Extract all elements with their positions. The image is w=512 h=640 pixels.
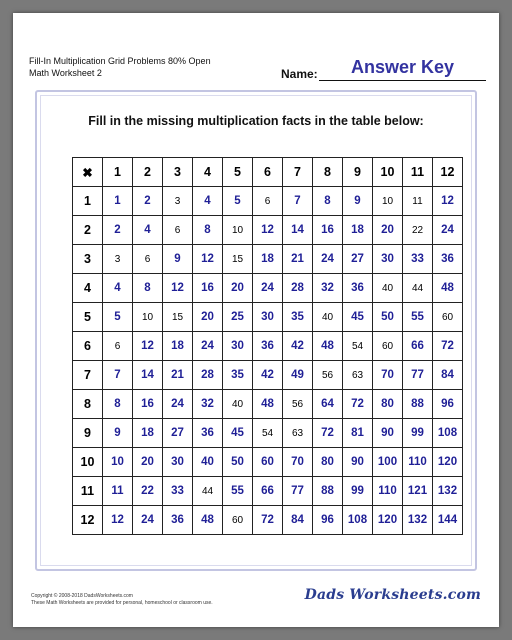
- answer-cell: 60: [253, 448, 283, 477]
- answer-cell: 80: [373, 390, 403, 419]
- answer-cell: 36: [193, 419, 223, 448]
- answer-cell: 110: [373, 477, 403, 506]
- answer-cell: 8: [133, 274, 163, 303]
- column-header: 10: [373, 158, 403, 187]
- answer-cell: 4: [193, 187, 223, 216]
- answer-cell: 81: [343, 419, 373, 448]
- answer-cell: 42: [253, 361, 283, 390]
- answer-cell: 22: [133, 477, 163, 506]
- answer-cell: 24: [193, 332, 223, 361]
- answer-cell: 32: [313, 274, 343, 303]
- given-cell: 3: [103, 245, 133, 274]
- answer-cell: 132: [403, 506, 433, 535]
- answer-cell: 9: [163, 245, 193, 274]
- answer-cell: 66: [253, 477, 283, 506]
- answer-cell: 24: [433, 216, 463, 245]
- answer-cell: 84: [283, 506, 313, 535]
- answer-cell: 36: [433, 245, 463, 274]
- answer-cell: 48: [253, 390, 283, 419]
- answer-cell: 12: [103, 506, 133, 535]
- answer-cell: 90: [343, 448, 373, 477]
- grid-row: [73, 216, 463, 245]
- answer-cell: 36: [253, 332, 283, 361]
- answer-cell: 36: [163, 506, 193, 535]
- answer-cell: 12: [163, 274, 193, 303]
- answer-cell: 33: [403, 245, 433, 274]
- answer-cell: 88: [313, 477, 343, 506]
- copyright-text: Copyright © 2008-2018 DadsWorksheets.com: [31, 593, 133, 599]
- answer-cell: 99: [403, 419, 433, 448]
- grid-row: [73, 419, 463, 448]
- row-header: 9: [73, 419, 103, 448]
- answer-cell: 35: [223, 361, 253, 390]
- given-cell: 15: [163, 303, 193, 332]
- row-header: 5: [73, 303, 103, 332]
- answer-cell: 18: [253, 245, 283, 274]
- row-header: 6: [73, 332, 103, 361]
- footer-copyright: [31, 593, 213, 607]
- answer-cell: 18: [133, 419, 163, 448]
- answer-cell: 24: [133, 506, 163, 535]
- given-cell: 40: [223, 390, 253, 419]
- answer-cell: 66: [403, 332, 433, 361]
- given-cell: 44: [193, 477, 223, 506]
- given-cell: 11: [403, 187, 433, 216]
- given-cell: 54: [253, 419, 283, 448]
- answer-cell: 5: [103, 303, 133, 332]
- answer-cell: 50: [373, 303, 403, 332]
- column-header: 9: [343, 158, 373, 187]
- column-header: 11: [403, 158, 433, 187]
- answer-cell: 55: [223, 477, 253, 506]
- answer-cell: 2: [103, 216, 133, 245]
- given-cell: 6: [163, 216, 193, 245]
- answer-cell: 40: [193, 448, 223, 477]
- given-cell: 40: [313, 303, 343, 332]
- given-cell: 3: [163, 187, 193, 216]
- answer-cell: 110: [403, 448, 433, 477]
- given-cell: 6: [103, 332, 133, 361]
- worksheet-page: [13, 13, 499, 627]
- answer-cell: 48: [313, 332, 343, 361]
- row-header: 12: [73, 506, 103, 535]
- column-header: 8: [313, 158, 343, 187]
- answer-cell: 14: [133, 361, 163, 390]
- answer-cell: 20: [223, 274, 253, 303]
- answer-cell: 90: [373, 419, 403, 448]
- answer-cell: 88: [403, 390, 433, 419]
- given-cell: 63: [283, 419, 313, 448]
- answer-cell: 2: [133, 187, 163, 216]
- given-cell: 60: [373, 332, 403, 361]
- grid-row: [73, 361, 463, 390]
- answer-cell: 7: [103, 361, 133, 390]
- answer-cell: 28: [283, 274, 313, 303]
- answer-cell: 27: [343, 245, 373, 274]
- answer-cell: 27: [163, 419, 193, 448]
- answer-cell: 8: [103, 390, 133, 419]
- answer-cell: 77: [403, 361, 433, 390]
- answer-cell: 9: [103, 419, 133, 448]
- answer-cell: 18: [343, 216, 373, 245]
- name-field: [281, 59, 486, 83]
- dadsworksheets-logo: Dads Worksheets.com: [304, 587, 481, 603]
- given-cell: 15: [223, 245, 253, 274]
- usage-text: These Math Worksheets are provided for personal, homeschool or classroom use.: [31, 600, 213, 606]
- given-cell: 60: [223, 506, 253, 535]
- answer-cell: 11: [103, 477, 133, 506]
- answer-cell: 144: [433, 506, 463, 535]
- given-cell: 54: [343, 332, 373, 361]
- grid-header-row: [73, 158, 463, 187]
- answer-cell: 100: [373, 448, 403, 477]
- answer-cell: 45: [343, 303, 373, 332]
- given-cell: 6: [253, 187, 283, 216]
- row-header: 11: [73, 477, 103, 506]
- column-header: 7: [283, 158, 313, 187]
- name-label: Name:: [281, 67, 318, 81]
- row-header: 4: [73, 274, 103, 303]
- given-cell: 56: [283, 390, 313, 419]
- answer-cell: 12: [253, 216, 283, 245]
- grid-row: [73, 477, 463, 506]
- answer-cell: 21: [163, 361, 193, 390]
- grid-row: [73, 506, 463, 535]
- row-header: 3: [73, 245, 103, 274]
- given-cell: 10: [373, 187, 403, 216]
- answer-cell: 77: [283, 477, 313, 506]
- name-line: [319, 80, 486, 81]
- answer-cell: 49: [283, 361, 313, 390]
- answer-cell: 42: [283, 332, 313, 361]
- answer-cell: 48: [433, 274, 463, 303]
- given-cell: 6: [133, 245, 163, 274]
- answer-cell: 72: [253, 506, 283, 535]
- answer-cell: 24: [313, 245, 343, 274]
- given-cell: 22: [403, 216, 433, 245]
- answer-cell: 20: [193, 303, 223, 332]
- answer-cell: 132: [433, 477, 463, 506]
- answer-cell: 5: [223, 187, 253, 216]
- grid-row: [73, 187, 463, 216]
- multiplication-grid: [72, 157, 463, 535]
- title-line-1: Fill-In Multiplication Grid Problems 80% Open: [29, 56, 211, 66]
- column-header: 4: [193, 158, 223, 187]
- answer-cell: 120: [373, 506, 403, 535]
- column-header: 3: [163, 158, 193, 187]
- answer-cell: 96: [433, 390, 463, 419]
- answer-cell: 64: [313, 390, 343, 419]
- answer-cell: 8: [313, 187, 343, 216]
- column-header: 6: [253, 158, 283, 187]
- answer-cell: 30: [253, 303, 283, 332]
- answer-cell: 16: [133, 390, 163, 419]
- worksheet-title: [29, 55, 211, 79]
- answer-cell: 99: [343, 477, 373, 506]
- answer-cell: 18: [163, 332, 193, 361]
- answer-cell: 30: [163, 448, 193, 477]
- answer-cell: 72: [313, 419, 343, 448]
- answer-cell: 55: [403, 303, 433, 332]
- row-header: 8: [73, 390, 103, 419]
- given-cell: 10: [223, 216, 253, 245]
- answer-cell: 36: [343, 274, 373, 303]
- answer-cell: 108: [343, 506, 373, 535]
- row-header: 2: [73, 216, 103, 245]
- answer-cell: 50: [223, 448, 253, 477]
- column-header: 1: [103, 158, 133, 187]
- answer-cell: 12: [133, 332, 163, 361]
- title-line-2: Math Worksheet 2: [29, 68, 102, 78]
- answer-cell: 72: [343, 390, 373, 419]
- answer-cell: 4: [133, 216, 163, 245]
- answer-cell: 16: [193, 274, 223, 303]
- answer-cell: 48: [193, 506, 223, 535]
- grid-row: [73, 390, 463, 419]
- given-cell: 44: [403, 274, 433, 303]
- answer-cell: 80: [313, 448, 343, 477]
- answer-cell: 21: [283, 245, 313, 274]
- grid-row: [73, 274, 463, 303]
- row-header: 10: [73, 448, 103, 477]
- answer-cell: 12: [193, 245, 223, 274]
- given-cell: 10: [133, 303, 163, 332]
- grid-row: [73, 332, 463, 361]
- answer-cell: 8: [193, 216, 223, 245]
- given-cell: 40: [373, 274, 403, 303]
- answer-cell: 35: [283, 303, 313, 332]
- row-header: 1: [73, 187, 103, 216]
- column-header: 12: [433, 158, 463, 187]
- answer-cell: 1: [103, 187, 133, 216]
- column-header: 5: [223, 158, 253, 187]
- grid-row: [73, 245, 463, 274]
- answer-cell: 70: [283, 448, 313, 477]
- answer-key-label: Answer Key: [350, 57, 455, 77]
- answer-cell: 28: [193, 361, 223, 390]
- answer-cell: 9: [343, 187, 373, 216]
- answer-cell: 7: [283, 187, 313, 216]
- answer-cell: 32: [193, 390, 223, 419]
- answer-cell: 121: [403, 477, 433, 506]
- answer-cell: 25: [223, 303, 253, 332]
- row-header: 7: [73, 361, 103, 390]
- grid-row: [73, 303, 463, 332]
- answer-cell: 12: [433, 187, 463, 216]
- answer-cell: 120: [433, 448, 463, 477]
- answer-cell: 10: [103, 448, 133, 477]
- instructions: Fill in the missing multiplication facts in the table below:: [88, 114, 424, 128]
- answer-cell: 30: [373, 245, 403, 274]
- answer-cell: 30: [223, 332, 253, 361]
- answer-cell: 24: [163, 390, 193, 419]
- given-cell: 63: [343, 361, 373, 390]
- answer-cell: 24: [253, 274, 283, 303]
- times-icon: ✖: [73, 158, 103, 187]
- answer-cell: 4: [103, 274, 133, 303]
- answer-cell: 20: [373, 216, 403, 245]
- grid-row: [73, 448, 463, 477]
- answer-cell: 20: [133, 448, 163, 477]
- answer-cell: 16: [313, 216, 343, 245]
- given-cell: 56: [313, 361, 343, 390]
- given-cell: 60: [433, 303, 463, 332]
- column-header: 2: [133, 158, 163, 187]
- answer-cell: 72: [433, 332, 463, 361]
- answer-cell: 14: [283, 216, 313, 245]
- answer-cell: 70: [373, 361, 403, 390]
- answer-cell: 33: [163, 477, 193, 506]
- answer-cell: 45: [223, 419, 253, 448]
- answer-cell: 108: [433, 419, 463, 448]
- answer-cell: 96: [313, 506, 343, 535]
- answer-cell: 84: [433, 361, 463, 390]
